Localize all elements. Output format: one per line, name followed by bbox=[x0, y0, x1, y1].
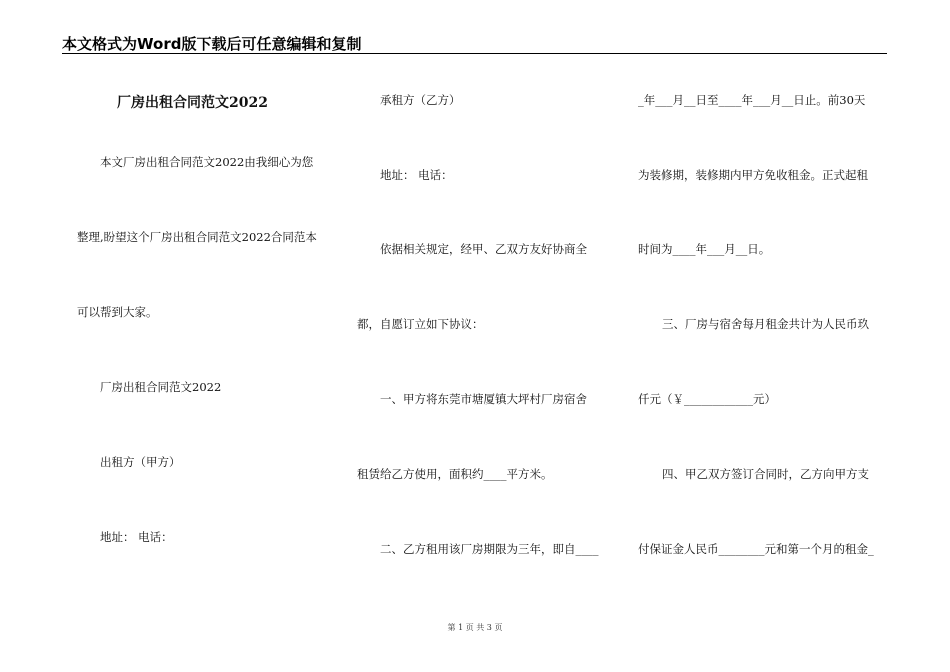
document-title: 厂房出租合同范文2022 bbox=[117, 95, 268, 111]
col2-line-2: 地址： 电话： bbox=[380, 168, 453, 182]
col1-line-2: 整理,盼望这个厂房出租合同范文2022合同范本 bbox=[77, 230, 317, 244]
col2-line-3: 依据相关规定，经甲、乙双方友好协商全 bbox=[380, 242, 587, 256]
col2-line-4: 都，自愿订立如下协议： bbox=[357, 317, 484, 331]
col1-line-6: 地址： 电话： bbox=[100, 530, 173, 544]
document-header-title: 本文格式为Word版下载后可任意编辑和复制 bbox=[62, 35, 362, 53]
col3-line-6: 四、甲乙双方签订合同时，乙方向甲方支 bbox=[662, 467, 869, 481]
col1-line-3: 可以帮到大家。 bbox=[77, 305, 158, 319]
col1-line-1: 本文厂房出租合同范文2022由我细心为您 bbox=[100, 155, 314, 169]
col3-line-4: 三、厂房与宿舍每月租金共计为人民币玖 bbox=[662, 317, 869, 331]
page-number-footer: 第 1 页 共 3 页 bbox=[447, 623, 503, 632]
col1-line-4: 厂房出租合同范文2022 bbox=[100, 380, 222, 394]
col2-line-7: 二、乙方租用该厂房期限为三年，即自____ bbox=[380, 542, 599, 556]
header-divider bbox=[62, 53, 887, 54]
col1-line-5: 出租方（甲方） bbox=[100, 455, 181, 469]
col3-line-7: 付保证金人民币________元和第一个月的租金_ bbox=[638, 542, 874, 556]
col3-line-3: 时间为____年___月__日。 bbox=[638, 242, 771, 256]
col2-line-6: 租赁给乙方使用，面积约____平方米。 bbox=[357, 467, 553, 481]
col2-line-5: 一、甲方将东莞市塘厦镇大坪村厂房宿舍 bbox=[380, 392, 587, 406]
col3-line-2: 为装修期，装修期内甲方免收租金。正式起租 bbox=[638, 168, 868, 182]
col2-line-1: 承租方（乙方） bbox=[380, 93, 461, 107]
col3-line-5: 仟元（￥____________元） bbox=[638, 392, 776, 406]
col3-line-1: _年___月__日至____年___月__日止。前30天 bbox=[638, 93, 866, 107]
